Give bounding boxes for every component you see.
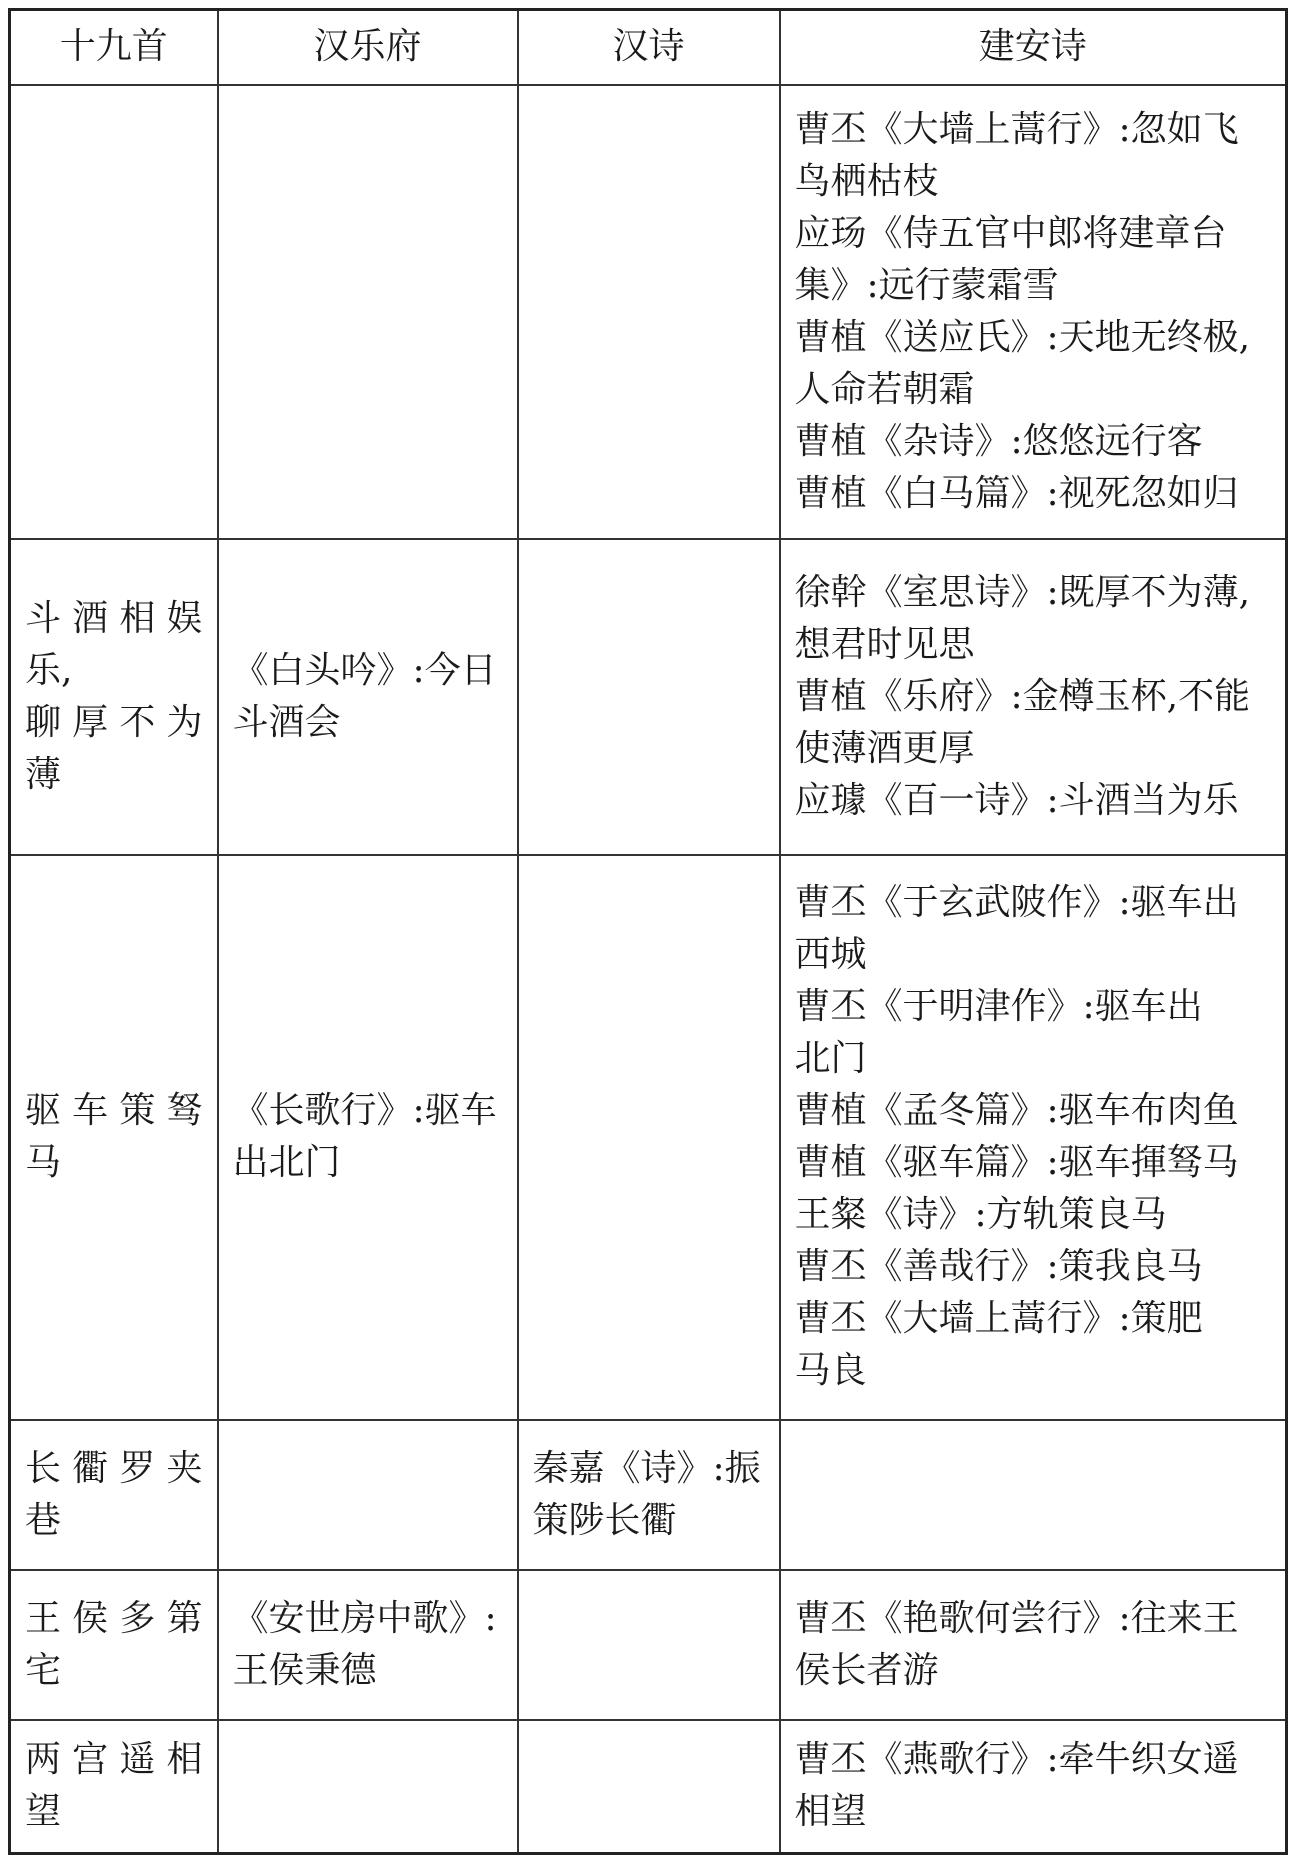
cell-text-line: 曹丕《大墙上蒿行》:策肥 bbox=[794, 1298, 1203, 1339]
cell-jian-an-poetry bbox=[780, 1720, 1287, 1854]
cell-text-line: 《白头吟》:今日 bbox=[232, 649, 497, 691]
cell-text-line: 人命若朝霜 bbox=[794, 368, 975, 410]
cell-text-line: 曹丕《善哉行》:策我良马 bbox=[794, 1246, 1203, 1287]
cell-han-poetry bbox=[518, 85, 780, 539]
cell-text-line: 侯长者游 bbox=[794, 1649, 939, 1691]
cell-text-line: 相望 bbox=[794, 1791, 867, 1833]
cell-text-line: 曹植《乐府》:金樽玉杯,不能 bbox=[794, 675, 1251, 717]
table-row bbox=[10, 1420, 1287, 1570]
cell-text-line: 曹丕《艳歌何尝行》:往来王 bbox=[794, 1597, 1239, 1639]
cell-text-line: 曹植《孟冬篇》:驱车布肉鱼 bbox=[794, 1090, 1239, 1131]
table-row bbox=[10, 85, 1287, 539]
cell-han-poetry bbox=[518, 1420, 780, 1570]
table-row bbox=[10, 1720, 1287, 1854]
cell-han-yuefu bbox=[218, 539, 518, 855]
cell-text-line: 策陟长衢 bbox=[532, 1499, 677, 1541]
cell-text-line: 鸟栖枯枝 bbox=[794, 160, 939, 202]
poem-comparison-table bbox=[8, 8, 1288, 1855]
cell-text-line: 斗酒会 bbox=[232, 701, 341, 743]
cell-text-line: 曹丕《燕歌行》:牵牛织女遥 bbox=[794, 1739, 1239, 1781]
cell-text-line: 王粲《诗》:方轨策良马 bbox=[794, 1194, 1167, 1235]
header-nineteen-poems: 十九首 bbox=[10, 10, 218, 85]
cell-text-line: 想君时见思 bbox=[794, 623, 975, 665]
cell-text-line: 西城 bbox=[794, 934, 867, 975]
cell-han-yuefu bbox=[218, 1420, 518, 1570]
cell-text-line: 马良 bbox=[794, 1350, 867, 1391]
cell-text-line: 北门 bbox=[794, 1038, 867, 1079]
cell-nineteen-poems bbox=[10, 1420, 218, 1570]
cell-text-line: 王侯多第宅 bbox=[25, 1597, 203, 1691]
cell-text-line: 秦嘉《诗》:振 bbox=[532, 1447, 761, 1489]
cell-text-line: 曹植《驱车篇》:驱车揮驽马 bbox=[794, 1142, 1239, 1183]
cell-han-yuefu bbox=[218, 1720, 518, 1854]
cell-han-poetry bbox=[518, 855, 780, 1420]
cell-text-line: 斗酒相娱乐, bbox=[25, 597, 203, 691]
cell-text-line: 曹丕《大墙上蒿行》:忽如飞 bbox=[794, 108, 1239, 150]
cell-text-line: 曹植《送应氏》:天地无终极, bbox=[794, 316, 1251, 358]
header-jian-an-poetry: 建安诗 bbox=[780, 10, 1287, 85]
cell-text-line: 出北门 bbox=[232, 1142, 341, 1183]
cell-text-line: 曹植《白马篇》:视死忽如归 bbox=[794, 472, 1239, 514]
cell-jian-an-poetry bbox=[780, 85, 1287, 539]
table-row bbox=[10, 1570, 1287, 1720]
cell-nineteen-poems bbox=[10, 1720, 218, 1854]
cell-han-yuefu bbox=[218, 85, 518, 539]
header-han-poetry: 汉诗 bbox=[518, 10, 780, 85]
cell-text-line: 王侯秉德 bbox=[232, 1649, 377, 1691]
cell-text-line: 使薄酒更厚 bbox=[794, 727, 975, 769]
cell-text-line: 曹丕《于玄武陂作》:驱车出 bbox=[794, 882, 1239, 923]
table-row bbox=[10, 855, 1287, 1420]
cell-han-poetry bbox=[518, 539, 780, 855]
cell-jian-an-poetry bbox=[780, 1570, 1287, 1720]
cell-han-poetry bbox=[518, 1720, 780, 1854]
cell-text-line: 聊厚不为薄 bbox=[25, 701, 203, 795]
cell-text-line: 驱车策驽马 bbox=[25, 1090, 203, 1183]
cell-jian-an-poetry bbox=[780, 1420, 1287, 1570]
cell-text-line: 集》:远行蒙霜雪 bbox=[794, 264, 1059, 306]
cell-text-line: 曹植《杂诗》:悠悠远行客 bbox=[794, 420, 1203, 462]
cell-han-yuefu bbox=[218, 1570, 518, 1720]
cell-text-line: 《长歌行》:驱车 bbox=[232, 1090, 497, 1131]
cell-text-line: 徐幹《室思诗》:既厚不为薄, bbox=[794, 571, 1251, 613]
header-han-yuefu: 汉乐府 bbox=[218, 10, 518, 85]
cell-nineteen-poems bbox=[10, 855, 218, 1420]
cell-text-line: 两宫遥相望 bbox=[25, 1739, 203, 1833]
cell-nineteen-poems bbox=[10, 1570, 218, 1720]
cell-nineteen-poems bbox=[10, 539, 218, 855]
cell-text-line: 长衢罗夹巷 bbox=[25, 1447, 203, 1541]
cell-text-line: 应玚《侍五官中郎将建章台 bbox=[794, 212, 1227, 254]
cell-jian-an-poetry bbox=[780, 539, 1287, 855]
cell-nineteen-poems bbox=[10, 85, 218, 539]
cell-text-line: 应璩《百一诗》:斗酒当为乐 bbox=[794, 779, 1239, 821]
cell-text-line: 曹丕《于明津作》:驱车出 bbox=[794, 986, 1203, 1027]
cell-jian-an-poetry bbox=[780, 855, 1287, 1420]
table-row bbox=[10, 539, 1287, 855]
table-header-row bbox=[10, 10, 1287, 85]
cell-han-yuefu bbox=[218, 855, 518, 1420]
cell-han-poetry bbox=[518, 1570, 780, 1720]
cell-text-line: 《安世房中歌》: bbox=[232, 1597, 497, 1639]
